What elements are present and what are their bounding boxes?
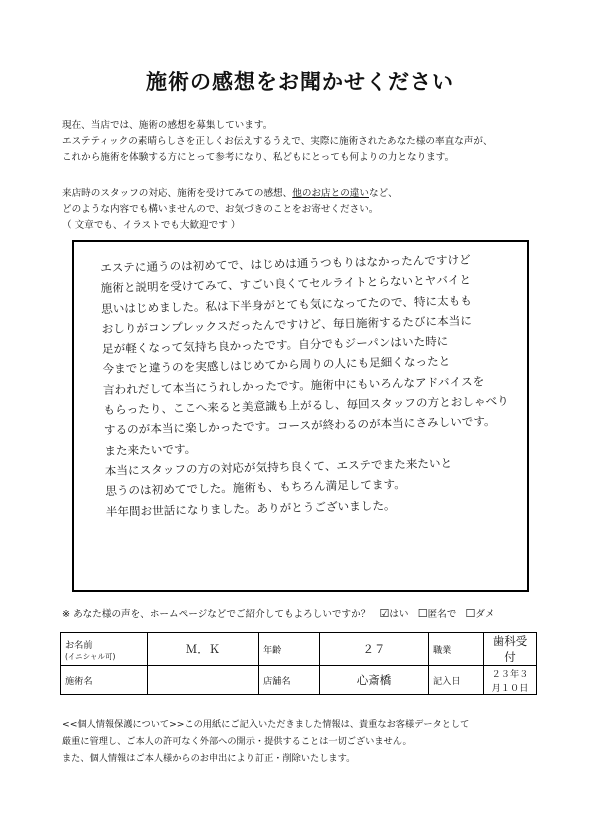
- comment-line: また来たいです。: [104, 441, 197, 458]
- request-text-pre: 来店時のスタッフの対応、施術を受けてみての感想、: [62, 188, 293, 199]
- request-line-1: [62, 186, 582, 202]
- store-label: 店舗名: [259, 666, 320, 695]
- privacy-line: <<個人情報保護について>>この用紙にご記入いただきました情報は、貴重なお客様データとして: [62, 719, 470, 730]
- age-label: 年齢: [259, 633, 320, 666]
- intro-line: これから施術を体験する方にとって参考になり、私どもにとっても何よりの力となります。: [62, 152, 455, 163]
- comment-line: 思いはじめました。私は下半身がとても気になってたので、特に太もも: [100, 293, 472, 316]
- comment-line: エステに通うのは初めてで、はじめは通うつもりはなかったんですけど: [100, 252, 471, 275]
- checkbox-yes-icon[interactable]: ☑: [379, 607, 390, 620]
- comment-line: 思うのは初めてでした。施術も、もちろん満足してます。: [105, 477, 406, 499]
- consent-row: [62, 606, 582, 620]
- request-text: [62, 186, 582, 234]
- comment-line: 本当にスタッフの方の対応が気持ち良くて、エステでまた来たいと: [104, 456, 453, 478]
- treatment-label: 施術名: [61, 666, 148, 695]
- name-label-cell: [61, 633, 148, 666]
- table-row: [61, 666, 537, 695]
- request-text-post: など、: [369, 188, 398, 199]
- comment-line: 施術と説明を受けてみて、すごい良くてセルライトとらないとヤバイと: [100, 272, 472, 296]
- checkbox-no-icon[interactable]: ☐: [465, 607, 476, 620]
- info-table: [60, 632, 537, 695]
- comment-line: 足が軽くなって気持ち良かったです。自分でもジーパンはいた時に: [101, 334, 449, 357]
- date-field[interactable]: ２３年３月１０日: [484, 666, 537, 695]
- request-line-3: （ 文章でも、イラストでも大歓迎です ）: [62, 220, 241, 231]
- intro-line: 現在、当店では、施術の感想を募集しています。: [62, 120, 273, 131]
- consent-question: ※ あなた様の声を、ホームページなどでご紹介してもよろしいですか？: [62, 609, 371, 620]
- date-label: 記入日: [429, 666, 484, 695]
- name-sub-label: (イニシャル可): [65, 651, 116, 661]
- intro-line: エステティックの素晴らしさを正しくお伝えするうえで、実際に施術されたあなた様の率直な声が、: [62, 136, 493, 147]
- table-row: [61, 633, 537, 666]
- option-no-label: ダメ: [475, 609, 495, 620]
- comment-line: 言われだして本当にうれしかったです。施術中にもいろんなアドバイスを: [102, 374, 485, 397]
- page-title: 施術の感想をお聞かせください: [146, 70, 454, 94]
- comment-line: おしりがコンプレックスだったんですけど、毎日施術するたびに本当に: [101, 313, 472, 336]
- comment-line: するのが本当に楽しかったです。コースが終わるのが本当にさみしいです。: [103, 414, 496, 438]
- comment-line: もらったり、ここへ来ると美意識も上がるし、毎回スタッフの方とおしゃべり: [103, 393, 509, 418]
- privacy-line: また、個人情報はご本人様からのお申出により訂正・削除いたします。: [62, 753, 356, 764]
- job-field[interactable]: 歯科受付: [484, 633, 537, 666]
- intro-text: [62, 118, 582, 166]
- comment-line: 今までと違うのを実感しはじめてから周りの人にも足細くなったと: [102, 354, 451, 377]
- job-label: 職業: [429, 633, 484, 666]
- age-field[interactable]: ２７: [320, 633, 429, 666]
- request-underlined: 他のお店との違い: [292, 188, 369, 199]
- request-line-2: どのような内容でも構いませんので、お気づきのことをお寄せください。: [62, 204, 379, 215]
- option-yes-label: はい: [389, 609, 409, 620]
- name-field[interactable]: Ｍ．Ｋ: [148, 633, 259, 666]
- handwritten-comment: [100, 248, 526, 521]
- name-label: お名前: [65, 639, 93, 651]
- privacy-line: 厳重に管理し、ご本人の許可なく外部への開示・提供することは一切ございません。: [62, 736, 412, 747]
- treatment-field[interactable]: [148, 666, 259, 695]
- privacy-notice: [62, 716, 582, 767]
- store-field[interactable]: 心斎橋: [320, 666, 429, 695]
- checkbox-anonymous-icon[interactable]: ☐: [417, 607, 428, 620]
- comment-line: 半年間お世話になりました。ありがとうございました。: [105, 497, 396, 519]
- option-anonymous-label: 匿名で: [427, 609, 457, 620]
